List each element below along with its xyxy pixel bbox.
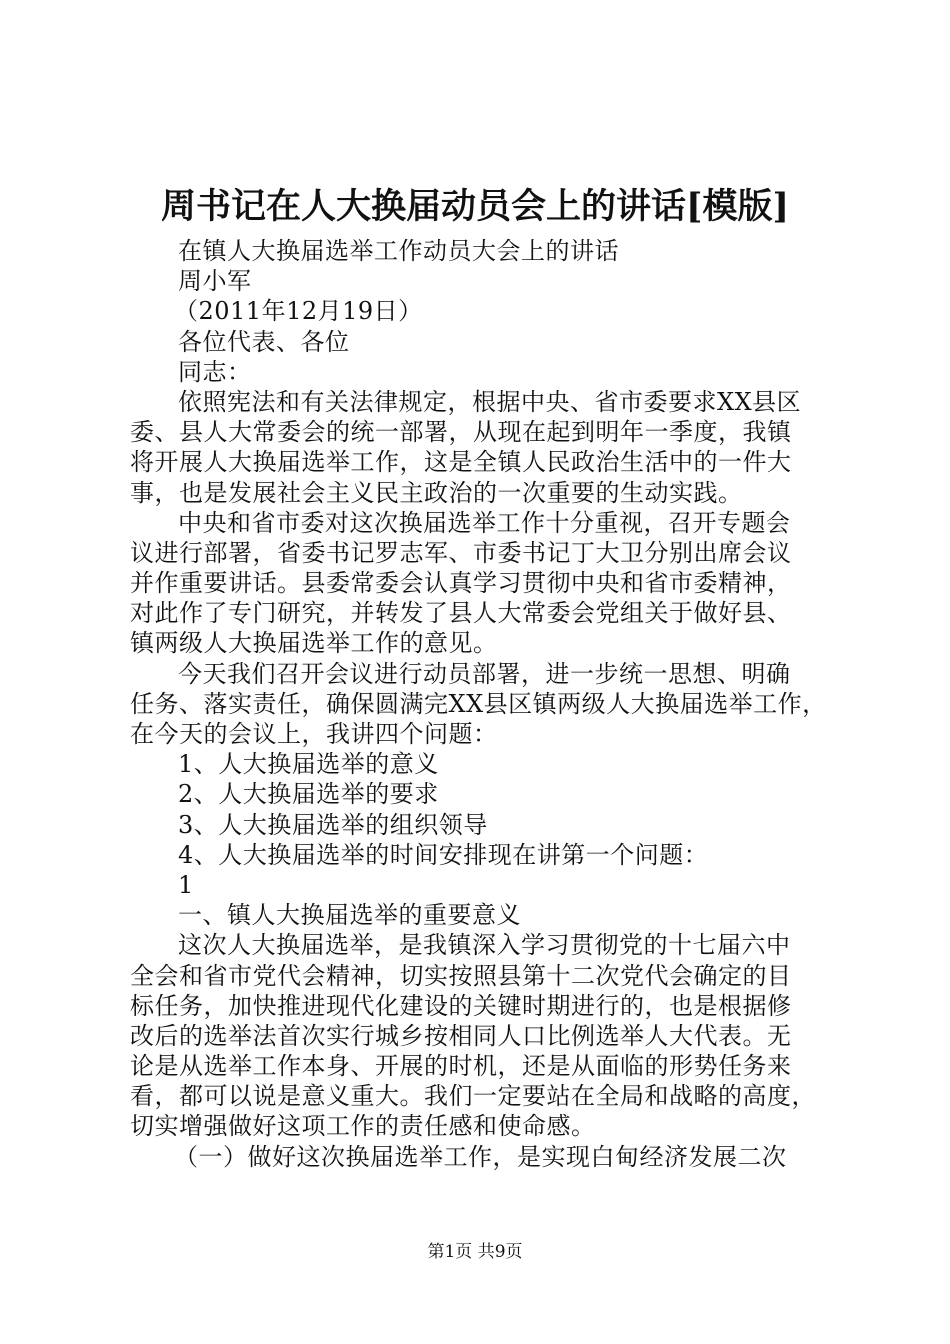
text-line: 同志： xyxy=(178,357,252,386)
text-line: 看，都可以说是意义重大。我们一定要站在全局和战略的高度， xyxy=(130,1082,816,1111)
page-footer: 第1页 共9页 xyxy=(427,1242,523,1262)
text-line: 1 xyxy=(178,870,194,899)
text-line: 议进行部署，省委书记罗志军、市委书记丁大卫分别出席会议 xyxy=(130,538,792,567)
text-line: 在今天的会议上，我讲四个问题： xyxy=(130,720,498,748)
text-line: 周小军 xyxy=(178,267,252,296)
text-line: 标任务，加快推进现代化建设的关键时期进行的，也是根据修 xyxy=(130,991,792,1020)
text-line: 对此作了专门研究，并转发了县人大常委会党组关于做好县、 xyxy=(130,599,792,628)
text-line: 2、人大换届选举的要求 xyxy=(178,780,439,809)
text-line: 中央和省市委对这次换届选举工作十分重视，召开专题会 xyxy=(178,508,791,537)
document-title: 周书记在人大换届动员会上的讲话[模版] xyxy=(160,186,790,227)
text-line: 各位代表、各位 xyxy=(178,327,350,356)
text-line: 改后的选举法首次实行城乡按相同人口比例选举人大代表。无 xyxy=(130,1021,792,1050)
text-line: （一）做好这次换届选举工作，是实现白甸经济发展二次 xyxy=(174,1142,787,1171)
text-line: 全会和省市党代会精神，切实按照县第十二次党代会确定的目 xyxy=(130,961,792,990)
text-line: 任务、落实责任，确保圆满完XX县区镇两级人大换届选举工作， xyxy=(130,689,827,718)
text-line: 1、人大换届选举的意义 xyxy=(178,750,439,779)
text-line: 4、人大换届选举的时间安排现在讲第一个问题： xyxy=(178,840,709,869)
text-line: 并作重要讲话。县委常委会认真学习贯彻中央和省市委精神， xyxy=(130,569,792,598)
text-line: 3、人大换届选举的组织领导 xyxy=(178,810,488,839)
text-line: 今天我们召开会议进行动员部署，进一步统一思想、明确 xyxy=(178,659,791,688)
text-line: 论是从选举工作本身、开展的时机，还是从面临的形势任务来 xyxy=(130,1052,792,1081)
text-line: 镇两级人大换届选举工作的意见。 xyxy=(130,629,498,658)
text-line: 委、县人大常委会的统一部署，从现在起到明年一季度，我镇 xyxy=(130,418,792,447)
text-line: 一、镇人大换届选举的重要意义 xyxy=(178,901,521,930)
text-line: 依照宪法和有关法律规定，根据中央、省市委要求XX县区 xyxy=(178,387,802,416)
text-line: 切实增强做好这项工作的责任感和使命感。 xyxy=(130,1112,596,1141)
text-line: （2011年12月19日） xyxy=(174,297,423,326)
text-line: 将开展人大换届选举工作，这是全镇人民政治生活中的一件大 xyxy=(130,448,792,477)
text-line: 在镇人大换届选举工作动员大会上的讲话 xyxy=(178,237,619,265)
text-line: 事，也是发展社会主义民主政治的一次重要的生动实践。 xyxy=(130,478,743,507)
text-line: 这次人大换届选举，是我镇深入学习贯彻党的十七届六中 xyxy=(178,931,791,960)
document-body xyxy=(130,236,830,1172)
